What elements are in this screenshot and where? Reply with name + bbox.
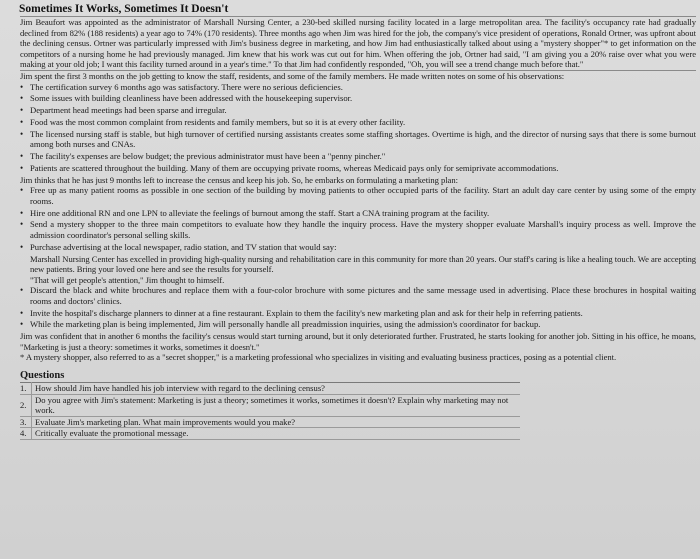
observation-item: • Some issues with building cleanliness have been addressed with the housekeeping supervisor.	[20, 93, 696, 104]
question-row	[20, 428, 520, 440]
observation-item: • The facility's expenses are below budget; the previous administrator must have been a "penny pincher."	[20, 151, 696, 162]
observations-list	[20, 82, 696, 174]
ad-text: Marshall Nursing Center has excelled in providing high-quality nursing and rehabilitation care in this community for more than 20 years. Our staff's caring is like a healing touch. We are accepting new patients. Bring your loved one here and see the results for yourself.	[30, 253, 696, 275]
question-text: Do you agree with Jim's statement: Marketing is just a theory; sometimes it works, sometimes it doesn't? Explain why marketing may not work.	[32, 394, 521, 416]
question-text: How should Jim have handled his job interview with regard to the declining census?	[32, 383, 521, 395]
plan-item: • While the marketing plan is being implemented, Jim will personally handle all preadmission inquiries, using the admission's coordinator for backup.	[20, 319, 696, 330]
question-row	[20, 394, 520, 416]
plan-item: • Send a mystery shopper to the three main competitors to evaluate how they handle the inquiry process. Have the mystery shopper evaluate Marshall's inquiry process as well. Improve the admission coordinator's personal selling skills.	[20, 219, 696, 240]
plan-item: • Free up as many patient rooms as possible in one section of the building by moving patients to other occupied parts of the facility. Start an adult day care center by using some of the empty rooms.	[20, 185, 696, 206]
intro-paragraph: Jim Beaufort was appointed as the administrator of Marshall Nursing Center, a 230-bed skilled nursing facility located in a large metropolitan area. The facility's occupancy rate had gradually declined from 82% (188 residents) a year ago to 74% (170 residents). Three months ago when Jim was hired for the job, the company's vice president of operations, Ronald Ortner, was upfront about the declining census. Ortner was particularly impressed with Jim's business degree in marketing, and how Jim had enthusiastically talked about using a "mystery shopper"* to get information on the competitors of a nursing home he had previously managed. Jim knew that his work was cut out for him. When offering the job, Ortner had said, "I am giving you a 20% raise over what you were making at your old job; I want this facility turned around in a year's time." To that Jim had confidently responded, "Oh, you will see a trend change much before that."	[20, 17, 696, 70]
observation-item: • Food was the most common complaint from residents and family members, but so it is at every other facility.	[20, 117, 696, 128]
plan-item: • Purchase advertising at the local newspaper, radio station, and TV station that would say:	[20, 242, 696, 253]
observation-item: • Patients are scattered throughout the building. Many of them are occupying private rooms, whereas Medicaid pays only for semiprivate accommodations.	[20, 163, 696, 174]
question-text: Critically evaluate the promotional message.	[32, 428, 521, 440]
case-title: Sometimes It Works, Sometimes It Doesn't	[19, 3, 229, 15]
observation-item: • The certification survey 6 months ago was satisfactory. There were no serious deficiencies.	[20, 82, 696, 93]
observation-item: • Department head meetings had been sparse and irregular.	[20, 105, 696, 116]
intro-box	[20, 16, 696, 71]
plan-item: • Discard the black and white brochures and replace them with a four-color brochure with some pictures and the same message used in advertising. Place these brochures in hospital waiting rooms and doctors' clinics.	[20, 285, 696, 306]
plan-list	[20, 185, 696, 252]
observations-intro: Jim spent the first 3 months on the job getting to know the staff, residents, and some of the family members. He made written notes on some of his observations:	[20, 70, 565, 81]
question-text: Evaluate Jim's marketing plan. What main improvements would you make?	[32, 416, 521, 428]
plan-intro: Jim thinks that he has just 9 months left to increase the census and keep his job. So, he embarks on formulating a marketing plan:	[20, 174, 458, 185]
question-row	[20, 416, 520, 428]
footnote: * A mystery shopper, also referred to as a "secret shopper," is a marketing professional who specializes in visiting and evaluating business practices, posing as a potential client.	[20, 352, 617, 363]
plan-list-continued	[20, 285, 696, 330]
outcome-paragraph: Jim was confident that in another 6 months the facility's census would start turning around, but it only deteriorated further. Frustrated, he starts looking for another job. Sitting in his office, he moans, "Marketing is just a theory: sometimes it works, sometimes it doesn't."	[20, 331, 696, 352]
question-number: 1.	[20, 383, 32, 395]
observation-item: • The licensed nursing staff is stable, but high turnover of certified nursing assistants creates some staffing shortages. Overtime is high, and the director of nursing says that there is some burnout among both nurses and CNAs.	[20, 129, 696, 150]
question-row	[20, 383, 520, 395]
plan-item: • Hire one additional RN and one LPN to alleviate the feelings of burnout among the staff. Start a CNA training program at the facility.	[20, 208, 696, 219]
questions-title: Questions	[20, 370, 65, 382]
question-number: 2.	[20, 394, 32, 416]
plan-item: • Invite the hospital's discharge planners to dinner at a fine restaurant. Explain to them the facility's new marketing plan and ask for their help in referring patients.	[20, 308, 696, 319]
questions-section	[20, 369, 696, 440]
question-number: 4.	[20, 428, 32, 440]
question-number: 3.	[20, 416, 32, 428]
questions-table	[20, 382, 520, 440]
ad-quote: "That will get people's attention," Jim thought to himself.	[30, 274, 225, 285]
